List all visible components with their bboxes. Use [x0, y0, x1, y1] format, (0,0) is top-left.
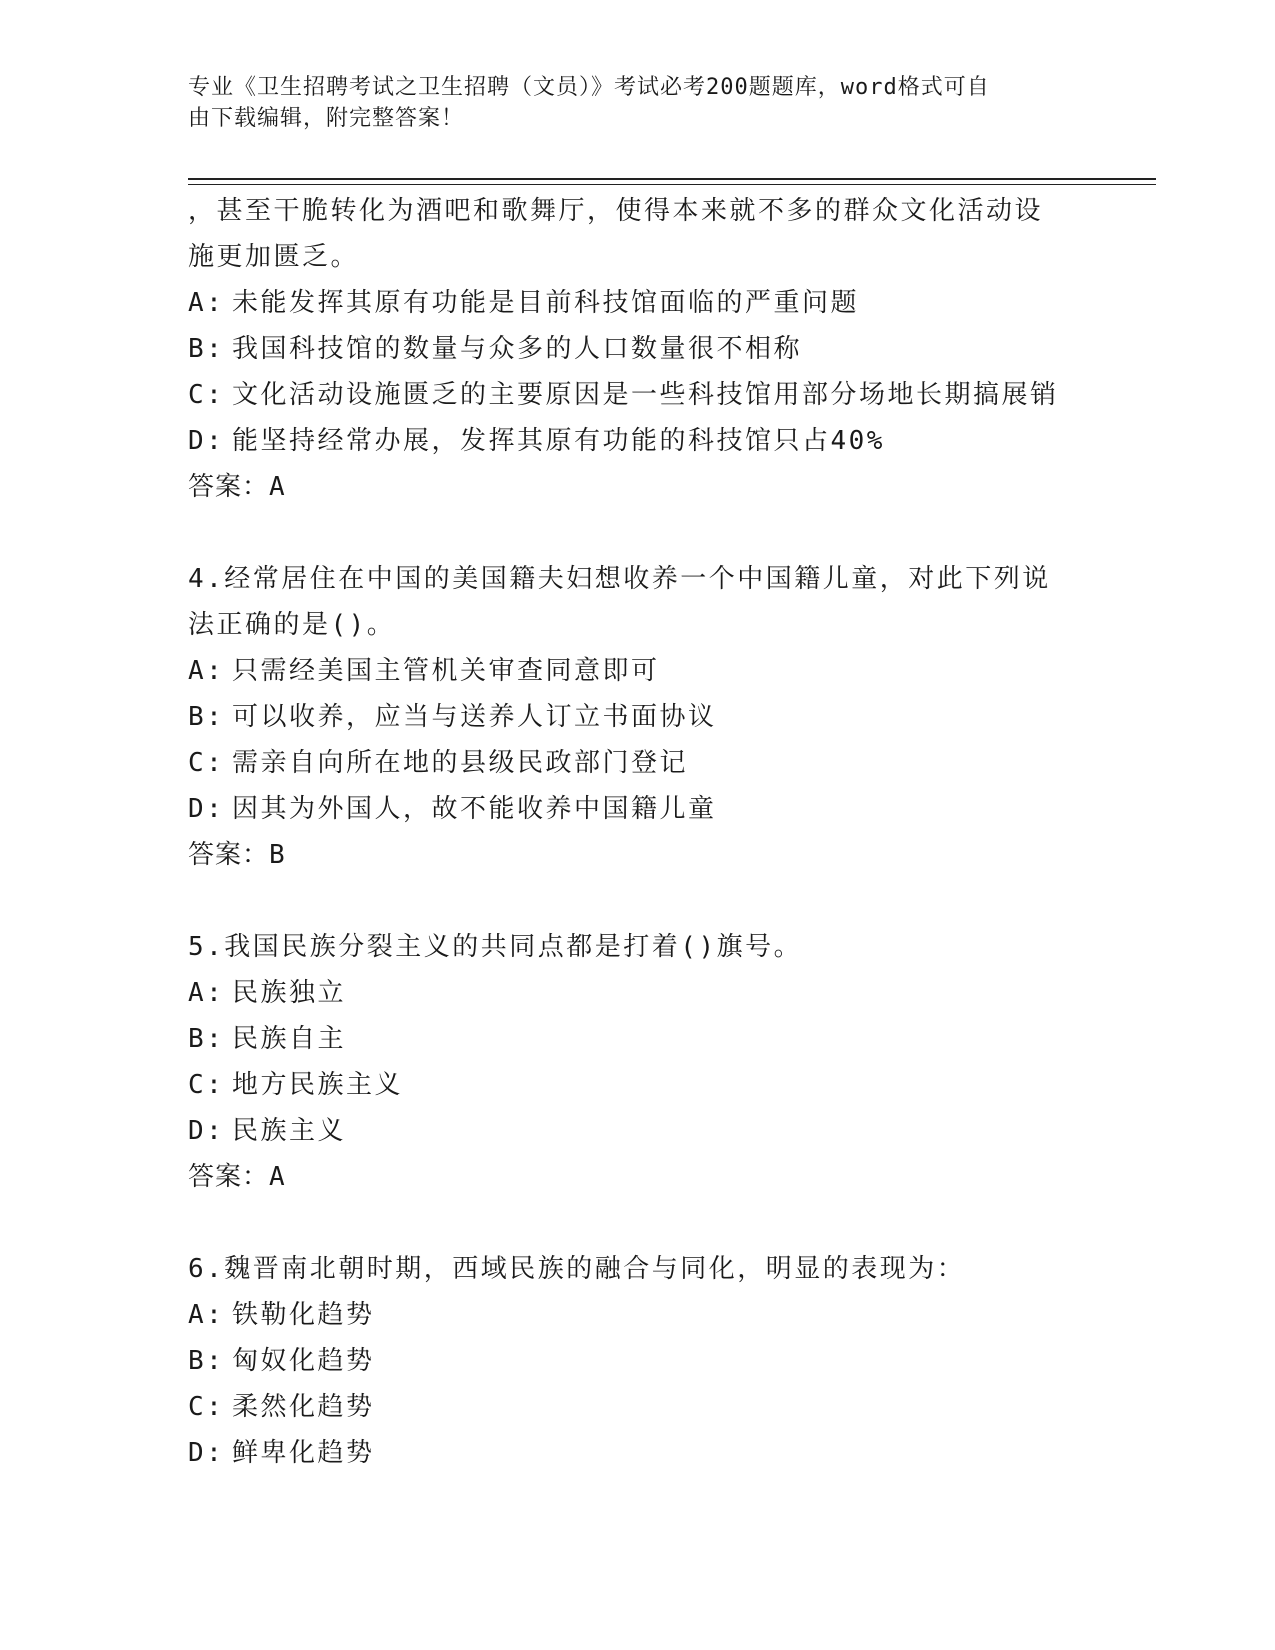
option-text: 地方民族主义	[232, 1070, 404, 1100]
option-a	[188, 280, 1088, 326]
option-a	[188, 648, 1088, 694]
document-header	[188, 72, 1088, 134]
question-3	[188, 188, 1088, 510]
question-stem-line: 5.我国民族分裂主义的共同点都是打着()旗号。	[188, 932, 803, 962]
option-key: C:	[188, 380, 225, 410]
question-4	[188, 556, 1088, 878]
header-title-line2: 由下载编辑，附完整答案！	[188, 106, 465, 131]
option-key: A:	[188, 288, 225, 318]
option-d	[188, 1430, 1088, 1476]
option-text: 民族自主	[232, 1024, 347, 1054]
answer-line: 答案：A	[188, 1162, 286, 1192]
option-text: 需亲自向所在地的县级民政部门登记	[232, 748, 689, 778]
option-c	[188, 1384, 1088, 1430]
option-key: B:	[188, 702, 225, 732]
question-stem-line: ，甚至干脆转化为酒吧和歌舞厅，使得本来就不多的群众文化活动设	[188, 196, 1044, 226]
option-key: D:	[188, 426, 225, 456]
option-text: 未能发挥其原有功能是目前科技馆面临的严重问题	[232, 288, 860, 318]
option-d	[188, 418, 1088, 464]
option-text: 鲜卑化趋势	[232, 1438, 375, 1468]
option-a	[188, 970, 1088, 1016]
header-divider-thin	[188, 184, 1156, 185]
option-d	[188, 1108, 1088, 1154]
option-key: A:	[188, 656, 225, 686]
option-key: D:	[188, 794, 225, 824]
option-text: 我国科技馆的数量与众多的人口数量很不相称	[232, 334, 803, 364]
spacer	[188, 878, 1088, 924]
spacer	[188, 1200, 1088, 1246]
option-key: A:	[188, 978, 225, 1008]
option-text: 铁勒化趋势	[232, 1300, 375, 1330]
option-text: 民族独立	[232, 978, 347, 1008]
option-c	[188, 372, 1088, 418]
option-key: D:	[188, 1116, 225, 1146]
option-key: C:	[188, 1392, 225, 1422]
option-text: 因其为外国人，故不能收养中国籍儿童	[232, 794, 717, 824]
option-key: B:	[188, 334, 225, 364]
option-text: 文化活动设施匮乏的主要原因是一些科技馆用部分场地长期搞展销	[232, 380, 1059, 410]
question-6	[188, 1246, 1088, 1476]
option-key: B:	[188, 1346, 225, 1376]
option-b	[188, 326, 1088, 372]
question-stem-line: 施更加匮乏。	[188, 242, 360, 272]
answer-line: 答案：B	[188, 840, 286, 870]
question-list	[188, 188, 1088, 1476]
header-title-line1: 专业《卫生招聘考试之卫生招聘（文员）》考试必考200题题库，word格式可自	[188, 75, 990, 100]
option-text: 能坚持经常办展，发挥其原有功能的科技馆只占40%	[232, 426, 885, 456]
option-key: C:	[188, 748, 225, 778]
option-key: D:	[188, 1438, 225, 1468]
option-b	[188, 1016, 1088, 1062]
option-b	[188, 1338, 1088, 1384]
option-c	[188, 740, 1088, 786]
option-b	[188, 694, 1088, 740]
option-text: 柔然化趋势	[232, 1392, 375, 1422]
option-c	[188, 1062, 1088, 1108]
answer-line: 答案：A	[188, 472, 286, 502]
option-key: C:	[188, 1070, 225, 1100]
option-text: 只需经美国主管机关审查同意即可	[232, 656, 660, 686]
question-stem-line: 4.经常居住在中国的美国籍夫妇想收养一个中国籍儿童，对此下列说	[188, 564, 1051, 594]
question-stem-line: 法正确的是()。	[188, 610, 396, 640]
spacer	[188, 510, 1088, 556]
question-5	[188, 924, 1088, 1200]
option-a	[188, 1292, 1088, 1338]
option-text: 可以收养，应当与送养人订立书面协议	[232, 702, 717, 732]
option-text: 民族主义	[232, 1116, 347, 1146]
question-stem-line: 6.魏晋南北朝时期，西域民族的融合与同化，明显的表现为：	[188, 1254, 966, 1284]
option-text: 匈奴化趋势	[232, 1346, 375, 1376]
header-divider-thick	[188, 178, 1156, 180]
option-key: A:	[188, 1300, 225, 1330]
option-d	[188, 786, 1088, 832]
option-key: B:	[188, 1024, 225, 1054]
